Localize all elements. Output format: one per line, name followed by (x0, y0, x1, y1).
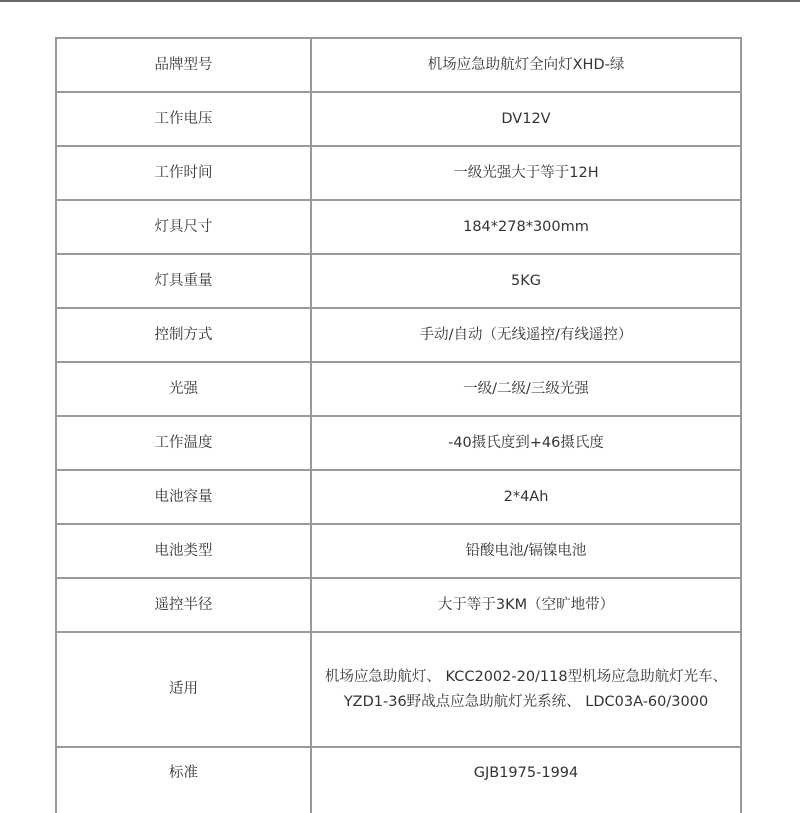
row-value: 手动/自动（无线遥控/有线遥控） (311, 308, 741, 362)
table-row (56, 632, 741, 747)
table-row (56, 362, 741, 416)
table-row (56, 146, 741, 200)
table-row (56, 92, 741, 146)
row-value: 机场应急助航灯、 KCC2002-20/118型机场应急助航灯光车、 YZD1-36野战点应急助航灯光系统、 LDC03A-60/3000 (311, 632, 741, 747)
row-label: 品牌型号 (56, 38, 311, 92)
table-row (56, 524, 741, 578)
top-divider (0, 0, 800, 2)
table-row (56, 308, 741, 362)
table-row (56, 200, 741, 254)
row-label: 灯具尺寸 (56, 200, 311, 254)
row-label: 适用 (56, 632, 311, 747)
row-label: 控制方式 (56, 308, 311, 362)
row-label: 工作时间 (56, 146, 311, 200)
table-row (56, 38, 741, 92)
spec-table (55, 37, 742, 813)
row-label: 灯具重量 (56, 254, 311, 308)
row-value: 5KG (311, 254, 741, 308)
row-label: 电池容量 (56, 470, 311, 524)
row-label: 标准 (56, 747, 311, 813)
table-row (56, 254, 741, 308)
row-value: 184*278*300mm (311, 200, 741, 254)
row-value: 2*4Ah (311, 470, 741, 524)
row-value: 大于等于3KM（空旷地带） (311, 578, 741, 632)
row-label: 工作电压 (56, 92, 311, 146)
row-value: GJB1975-1994 (311, 747, 741, 813)
row-value: -40摄氏度到+46摄氏度 (311, 416, 741, 470)
table-row (56, 416, 741, 470)
row-value: 铅酸电池/镉镍电池 (311, 524, 741, 578)
row-value: 机场应急助航灯全向灯XHD-绿 (311, 38, 741, 92)
row-value: 一级光强大于等于12H (311, 146, 741, 200)
row-label: 电池类型 (56, 524, 311, 578)
table-row (56, 470, 741, 524)
row-value: 一级/二级/三级光强 (311, 362, 741, 416)
table-row (56, 578, 741, 632)
row-value: DV12V (311, 92, 741, 146)
table-row (56, 747, 741, 813)
row-label: 遥控半径 (56, 578, 311, 632)
row-label: 光强 (56, 362, 311, 416)
row-label: 工作温度 (56, 416, 311, 470)
